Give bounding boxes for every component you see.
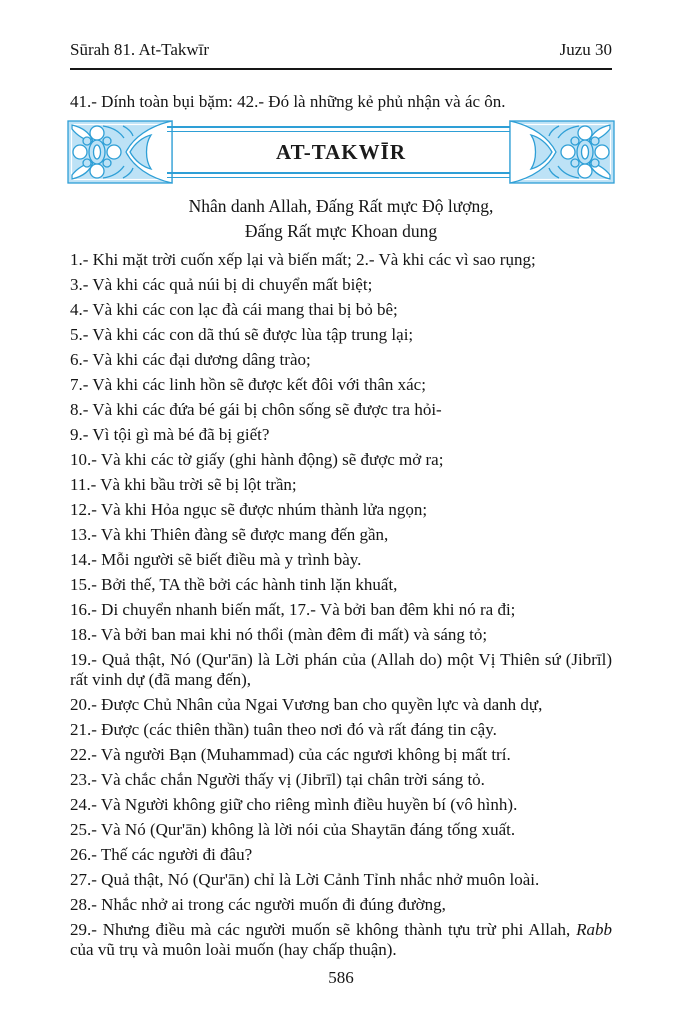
verse-text: 4.- Và khi các con lạc đà cái mang thai bị bỏ bê; — [70, 300, 398, 319]
header-surah-title: Sūrah 81. At-Takwīr — [70, 40, 210, 59]
page-header — [70, 40, 612, 70]
verse-text: 22.- Và người Bạn (Muhammad) của các ngươi không bị mất trí. — [70, 745, 511, 764]
header-juzu-label: Juzu 30 — [559, 40, 612, 59]
verse — [70, 625, 612, 645]
verse — [70, 745, 612, 765]
verse-text: 29.- Nhưng điều mà các người muốn sẽ không thành tựu trừ phi Allah, — [70, 920, 577, 939]
verse-text: 3.- Và khi các quả núi bị di chuyển mất biệt; — [70, 275, 373, 294]
verse-text: 6.- Và khi các đại dương dâng trào; — [70, 350, 311, 369]
bismillah-line-2: Đấng Rất mực Khoan dung — [244, 221, 438, 241]
verse-text: 1.- Khi mặt trời cuốn xếp lại và biến mất; 2.- Và khi các vì sao rụng; — [70, 250, 536, 269]
bismillah-line-1: Nhân danh Allah, Đấng Rất mực Độ lượng, — [188, 196, 494, 216]
surah-title-banner — [67, 120, 615, 184]
verse-text: 18.- Và bởi ban mai khi nó thổi (màn đêm đi mất) và sáng tỏ; — [70, 625, 488, 644]
verse — [70, 450, 612, 470]
banner-center-panel — [173, 120, 509, 184]
verse-text: 5.- Và khi các con dã thú sẽ được lùa tập trung lại; — [70, 325, 414, 344]
verse-text: 15.- Bởi thế, TA thề bởi các hành tinh lặn khuất, — [70, 575, 398, 594]
verse-text: 13.- Và khi Thiên đàng sẽ được mang đến gần, — [70, 525, 389, 544]
verse — [70, 920, 612, 960]
verse-text: 14.- Mỗi người sẽ biết điều mà y trình bày. — [70, 550, 362, 569]
verse — [70, 845, 612, 865]
page-number: 586 — [328, 968, 354, 987]
verse — [70, 250, 612, 270]
verse — [70, 400, 612, 420]
bismillah-block — [70, 194, 612, 244]
verse-text: 25.- Và Nó (Qur'ān) không là lời nói của Shaytān đáng tống xuất. — [70, 820, 516, 839]
verse-text: 28.- Nhắc nhở ai trong các người muốn đi đúng đường, — [70, 895, 446, 914]
arabesque-ornament-right-icon — [509, 120, 615, 184]
verse-text: 21.- Được (các thiên thần) tuân theo nơi đó và rất đáng tin cậy. — [70, 720, 497, 739]
verse — [70, 500, 612, 520]
verse — [70, 275, 612, 295]
verse — [70, 475, 612, 495]
verse-text: 26.- Thế các người đi đâu? — [70, 845, 253, 864]
verse-text: 24.- Và Người không giữ cho riêng mình điều huyền bí (vô hình). — [70, 795, 518, 814]
verse-text: 23.- Và chắc chắn Người thấy vị (Jibrīl) tại chân trời sáng tỏ. — [70, 770, 485, 789]
verse — [70, 300, 612, 320]
verse-text: 8.- Và khi các đứa bé gái bị chôn sống sẽ được tra hỏi- — [70, 400, 442, 419]
verse — [70, 870, 612, 890]
verse — [70, 425, 612, 445]
verse — [70, 795, 612, 815]
verse — [70, 695, 612, 715]
verse — [70, 600, 612, 620]
verse — [70, 820, 612, 840]
verse — [70, 650, 612, 690]
verse — [70, 375, 612, 395]
verse-text: 12.- Và khi Hỏa ngục sẽ được nhúm thành lửa ngọn; — [70, 500, 428, 519]
verse-text: 10.- Và khi các tờ giấy (ghi hành động) sẽ được mở ra; — [70, 450, 444, 469]
verse-text: của vũ trụ và muôn loài muốn (hay chấp thuận). — [70, 940, 397, 959]
verse-text: 20.- Được Chủ Nhân của Ngai Vương ban cho quyền lực và danh dự, — [70, 695, 543, 714]
verse — [70, 895, 612, 915]
verses-container — [70, 250, 612, 960]
verse — [70, 770, 612, 790]
verse-text: 11.- Và khi bầu trời sẽ bị lột trần; — [70, 475, 297, 494]
verse-text: 7.- Và khi các linh hồn sẽ được kết đôi với thân xác; — [70, 375, 426, 394]
verse-41-42-line: 41.- Dính toàn bụi bặm: 42.- Đó là những kẻ phủ nhận và ác ôn. — [70, 92, 506, 111]
verse-text: 19.- Quả thật, Nó (Qur'ān) là Lời phán của (Allah do) một Vị Thiên sứ (Jibrīl) rất vinh dự (đã mang đến), — [70, 650, 612, 689]
verse — [70, 525, 612, 545]
verse — [70, 350, 612, 370]
verse-text: 27.- Quả thật, Nó (Qur'ān) chỉ là Lời Cảnh Tỉnh nhắc nhở muôn loài. — [70, 870, 540, 889]
verse — [70, 550, 612, 570]
verse-text: 9.- Vì tội gì mà bé đã bị giết? — [70, 425, 270, 444]
arabesque-ornament-left-icon — [67, 120, 173, 184]
verse — [70, 575, 612, 595]
verse-italic-term: Rabb — [576, 920, 612, 939]
verse — [70, 720, 612, 740]
verse — [70, 325, 612, 345]
banner-title: AT-TAKWĪR — [276, 139, 406, 164]
verse-text: 16.- Di chuyển nhanh biến mất, 17.- Và bởi ban đêm khi nó ra đi; — [70, 600, 516, 619]
